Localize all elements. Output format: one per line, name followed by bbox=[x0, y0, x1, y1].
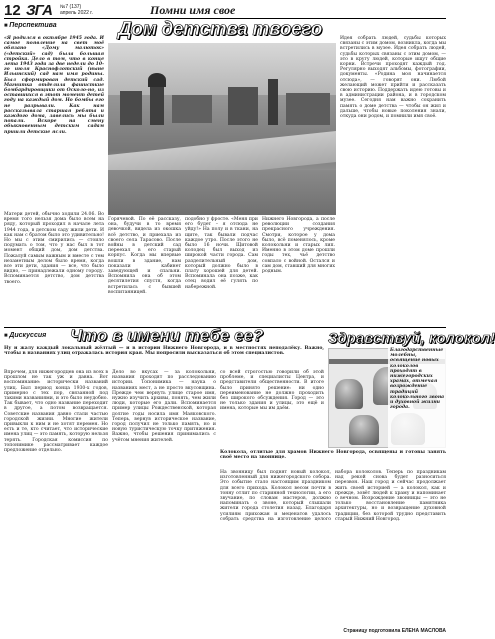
issue-number: №7 (137) bbox=[60, 4, 82, 10]
article-title-home: Дом детства твоего bbox=[118, 19, 323, 40]
photo-sky bbox=[108, 43, 336, 95]
article3-caption: Колокола, отлитые для храмов Нижнего Новгорода, освящены и готовы занять своё место на звоннице. bbox=[220, 450, 446, 461]
page-number: 12 bbox=[4, 2, 21, 19]
photo-building bbox=[150, 83, 164, 125]
issue-info bbox=[60, 5, 100, 16]
rubric-perspective: ■ Перспектива bbox=[4, 22, 57, 29]
bell-icon bbox=[349, 415, 379, 445]
photo-riverbank bbox=[108, 170, 336, 215]
article1-column-2: Горячевой. По её рассказу, она, будучи в то время девочкой, видела из окошка всё детство, и приехала из своего села Тарасово. После войны в детский сад переехал в его старый корпус. Когда мы впервые вошли в здание, нам показали кабинет заведующей и спальни. Вспомнила она об этом десятилетия спустя, когда встретилась с бывшей воспитанницей. bbox=[108, 217, 181, 295]
page-credit: Страницу подготовила ЕЛЕНА МАСЛОВА bbox=[343, 628, 446, 634]
article-title-bell: Здравствуй, колокол! bbox=[328, 330, 495, 347]
article1-column-1: Матери детей, обычно ходили 24.06. Во время того нельзя дома было всем на ряду, который проходил в начале лета 1944 года, в детском саду жили дети. И как нам с братом было это удивительно! Но мы с этим смирились — стоило подумать о том, что у нас был в тот момент общий дом, дом детства. Пожалуй самым важным и вместе с тем незаметным делом было время, когда все эти дети, здания — все, что было видно, — принадлежали одному городу. Вспоминается детство, дом детства твоего. bbox=[4, 212, 104, 285]
photo-dome bbox=[148, 73, 166, 87]
issue-date: апрель 2022 г. bbox=[60, 9, 93, 16]
article1-column-5: Идея собрать людей, судьбы которых связаны с этим домом, возникла, когда мы встретились в музее. Идея собрать людей, судьбы которых связаны с этим домом, — это в кругу людей, которые ищут общие корни. Встречи проходят каждый год. Регулярно выходят альбомы, фотографии, документы. «Родина моя начинается отсюда», — говорят они. Любой желающий может прийти и рассказать свою историю. Поддержать идею готовы и в администрации района, и в городском музее. Сегодня нам важно сохранить память о доме детства — чтобы он жил и дальше, чтобы новые поколения знали, откуда они родом, и помнили имя своё. bbox=[340, 36, 446, 120]
article2-column-2: Дело во вкусах — за колокольни, названия проходят по расследованию истории. Топонимика — наука о названиях мест, а не просто вкусовщина. Прежде чем вернуть улице старое имя, нужно изучить архивы, понять, чем жили люди, которые его дали. Вспоминается пример улицы Рождественской, которая долгие годы носила имя Маяковского. Теперь, вернув историческое название, город получил не только память, но и новую туристическую точку притяжения. Важно, чтобы решения принимались с учётом мнения жителей. bbox=[112, 370, 216, 443]
photo-building bbox=[172, 95, 212, 123]
article2-column-1: Впрочем, для нижегородцев она из всех в прошлом не так уж и давна. Вот воспоминание: исторически названий улиц. Был период конца 1930-х годов, примерно с тех пор, связанной под такими названиями, и это было неудобно. Так бывает, что одно название переходит в другое, а потом возвращается. Советские названия давно стали частью городской жизни. Многие жители привыкли к ним и не хотят перемен. Но есть и те, кто считает, что исторические имена улиц — это память, которую нельзя терять. Городская комиссия по топонимике рассматривает каждое предложение отдельно. bbox=[4, 370, 108, 454]
rubric-discussion: ■ Дискуссия bbox=[4, 332, 46, 339]
photo-building bbox=[228, 87, 258, 125]
article3-sidebar-text: Благодарственные молебны, освящение новых колоколов проходят в нижегородских храмах, отмечая возрождение традиций колокольного звона и духовной жизни города. bbox=[388, 348, 446, 448]
photo-building bbox=[286, 93, 330, 125]
bell-icon bbox=[335, 379, 363, 409]
article2-lede: Ну и жалу каждый локальный жёлтый — и в истории Нижнего Новгорода, и в местностях неподалёку. Важно, чтобы в названиях улиц отражалась история края. Мы попросили высказаться об этом специалистов. bbox=[4, 346, 324, 357]
newspaper-logo: ЗГА bbox=[26, 2, 52, 19]
article1-column-3: подобно у фросте. «Меня при его будет – я отсюда не уйду!» На полу и в ткани, на щите, так бывали подчас каждое утро. После этого не было 16 ночи. Щитовой колодец был выход из широкой части города. Сам разделительный дом, который должно было в плату хорошей для детей. Вспоминала она позже, как отец водил её гулять по набережной. bbox=[185, 217, 258, 290]
article3-body: На звонницу был поднят новый колокол, изготовленный для нижегородского собора. Это событие стало настоящим праздником для всего прихода. Колокол весом почти в тонну отлит по старинной технологии, а его звучание, по словам мастеров, должно напоминать о звоне, который слышали жители города столетия назад. Благодаря усилиям прихожан и меценатов удалось собрать средства на изготовление целого набора колоколов. Теперь по праздникам над рекой снова будет разноситься перезвон. Наш город и сейчас продолжает жить своей историей — а колокол, как и прежде, зовёт людей к храму и напоминает о вечном. Возрождение звонницы — это не только восстановление памятника архитектуры, но и возвращение духовной традиции, без которой трудно представить старый Нижний Новгород. bbox=[220, 470, 446, 522]
article1-lede: «Я родился в октябре 1945 года. И самое появление на свет моё обязано «Дому малюток» («детский» сад) была большая стройка. Дело в том, что в конце лета 1943 года за две недели до 10-го июля Краснофлотский (ныне Ильинский) сад нам имя родины. Был сформирован детский сад. Магнитка отделила фашисткие бомбардировщики от Осколо-но, из оставшихся в этот момент детей году на каждый дом. Но бомбы его не разрывали. Как нам рассказывала старшая ребята и каждого дома, завелись мы были попали. Вскоре на смену обыкновенным детским садам пришли детские ясли. bbox=[4, 36, 104, 135]
photo-building bbox=[120, 91, 142, 125]
city-panorama-photo bbox=[108, 43, 336, 215]
section-title: Помни имя свое bbox=[150, 3, 236, 17]
article2-column-3: со всей строгостью говорили об этой проблеме, и специалисты Центра, и представители общественности. В итоге было принято решение: ни одно переименование не должно проходить без широкого обсуждения. Город — это не только здания и улицы, это ещё и имена, которые мы им даём. bbox=[220, 370, 324, 412]
page-header bbox=[4, 3, 446, 19]
article1-column-4: Нижнего Новгорода, а после революции создания прекрасного учреждения. Смотри, которое у дома было, всё поменялось, кроме колокольни и старых лип. Именно в этом доме прошли годы тех, чьё детство совпало с войной. Остался и сам дом, ставший для многих родным. bbox=[262, 217, 335, 275]
photo-building bbox=[268, 79, 278, 125]
article-title-name: Что в имени тебе ее? bbox=[70, 326, 264, 345]
